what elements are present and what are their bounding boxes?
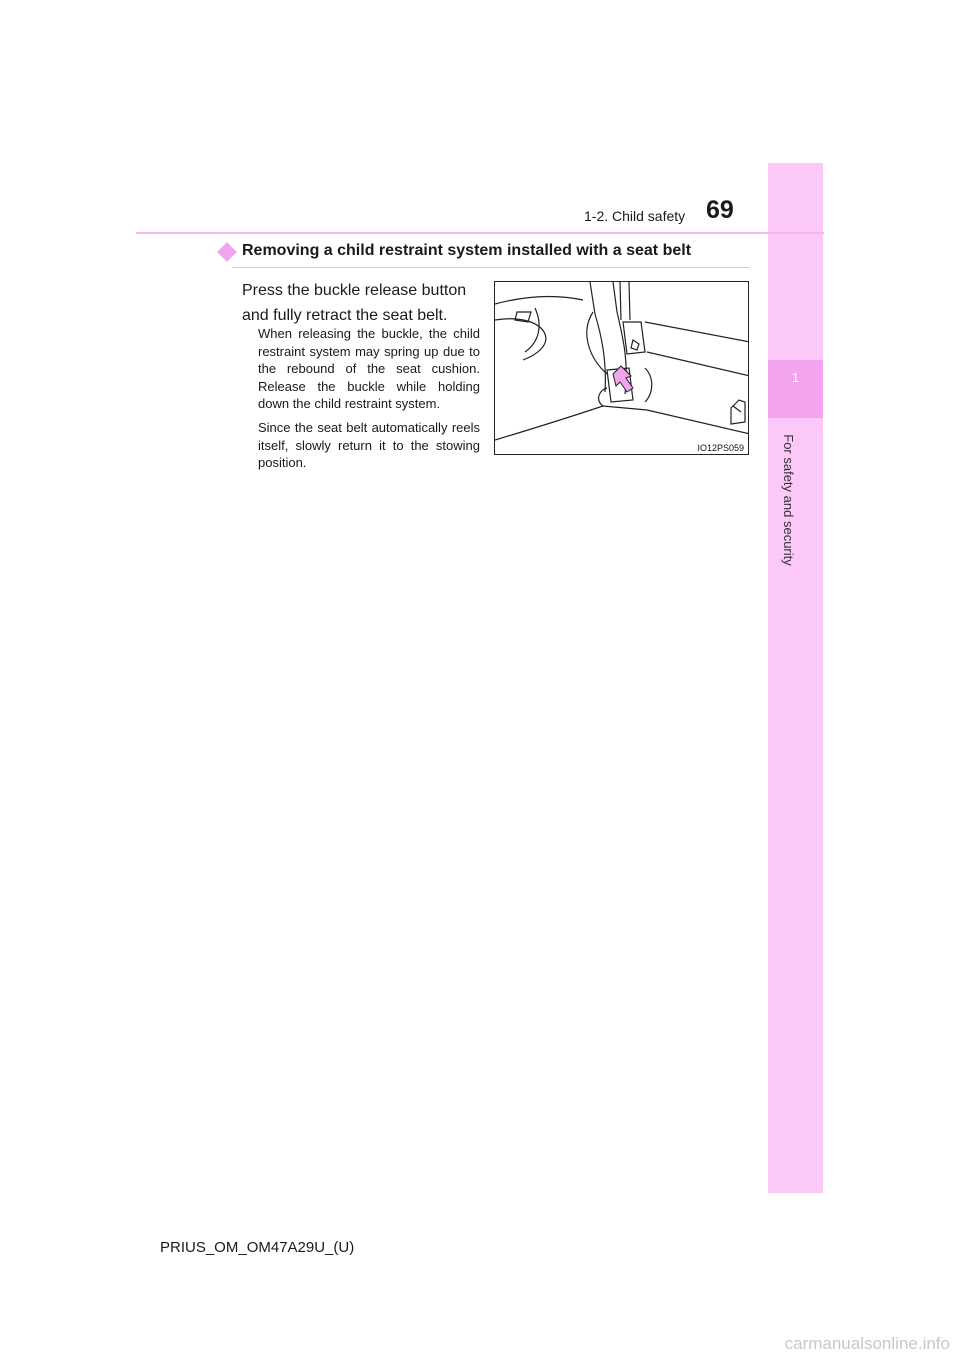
- instruction-text: Press the buckle release button and fully retract the seat belt.: [242, 282, 467, 324]
- side-tab: [768, 163, 823, 1193]
- document-id: PRIUS_OM_OM47A29U_(U): [160, 1239, 355, 1256]
- page-number: 69: [706, 196, 734, 224]
- section-title: 1-2. Child safety: [584, 208, 686, 224]
- seat-belt-illustration: [494, 281, 749, 455]
- buckle-release-drawing: [495, 282, 749, 455]
- section-heading: Removing a child restraint system installed with a seat belt: [242, 242, 692, 259]
- chapter-tab-marker: [768, 360, 823, 418]
- figure-code: IO12PS059: [697, 443, 744, 453]
- header-rule: [136, 232, 824, 234]
- note-paragraph: When releasing the buckle, the child restraint system may spring up due to the rebound of the seat cushion. Release the buckle while holding down the child restraint system.: [258, 326, 480, 411]
- chapter-label: For safety and security: [781, 434, 796, 566]
- diamond-bullet-icon: [217, 242, 237, 262]
- heading-rule: [232, 267, 750, 268]
- watermark: carmanualsonline.info: [784, 1334, 950, 1353]
- chapter-number: 1: [791, 370, 800, 385]
- note-paragraph: Since the seat belt automatically reels itself, slowly return it to the stowing position.: [258, 420, 480, 470]
